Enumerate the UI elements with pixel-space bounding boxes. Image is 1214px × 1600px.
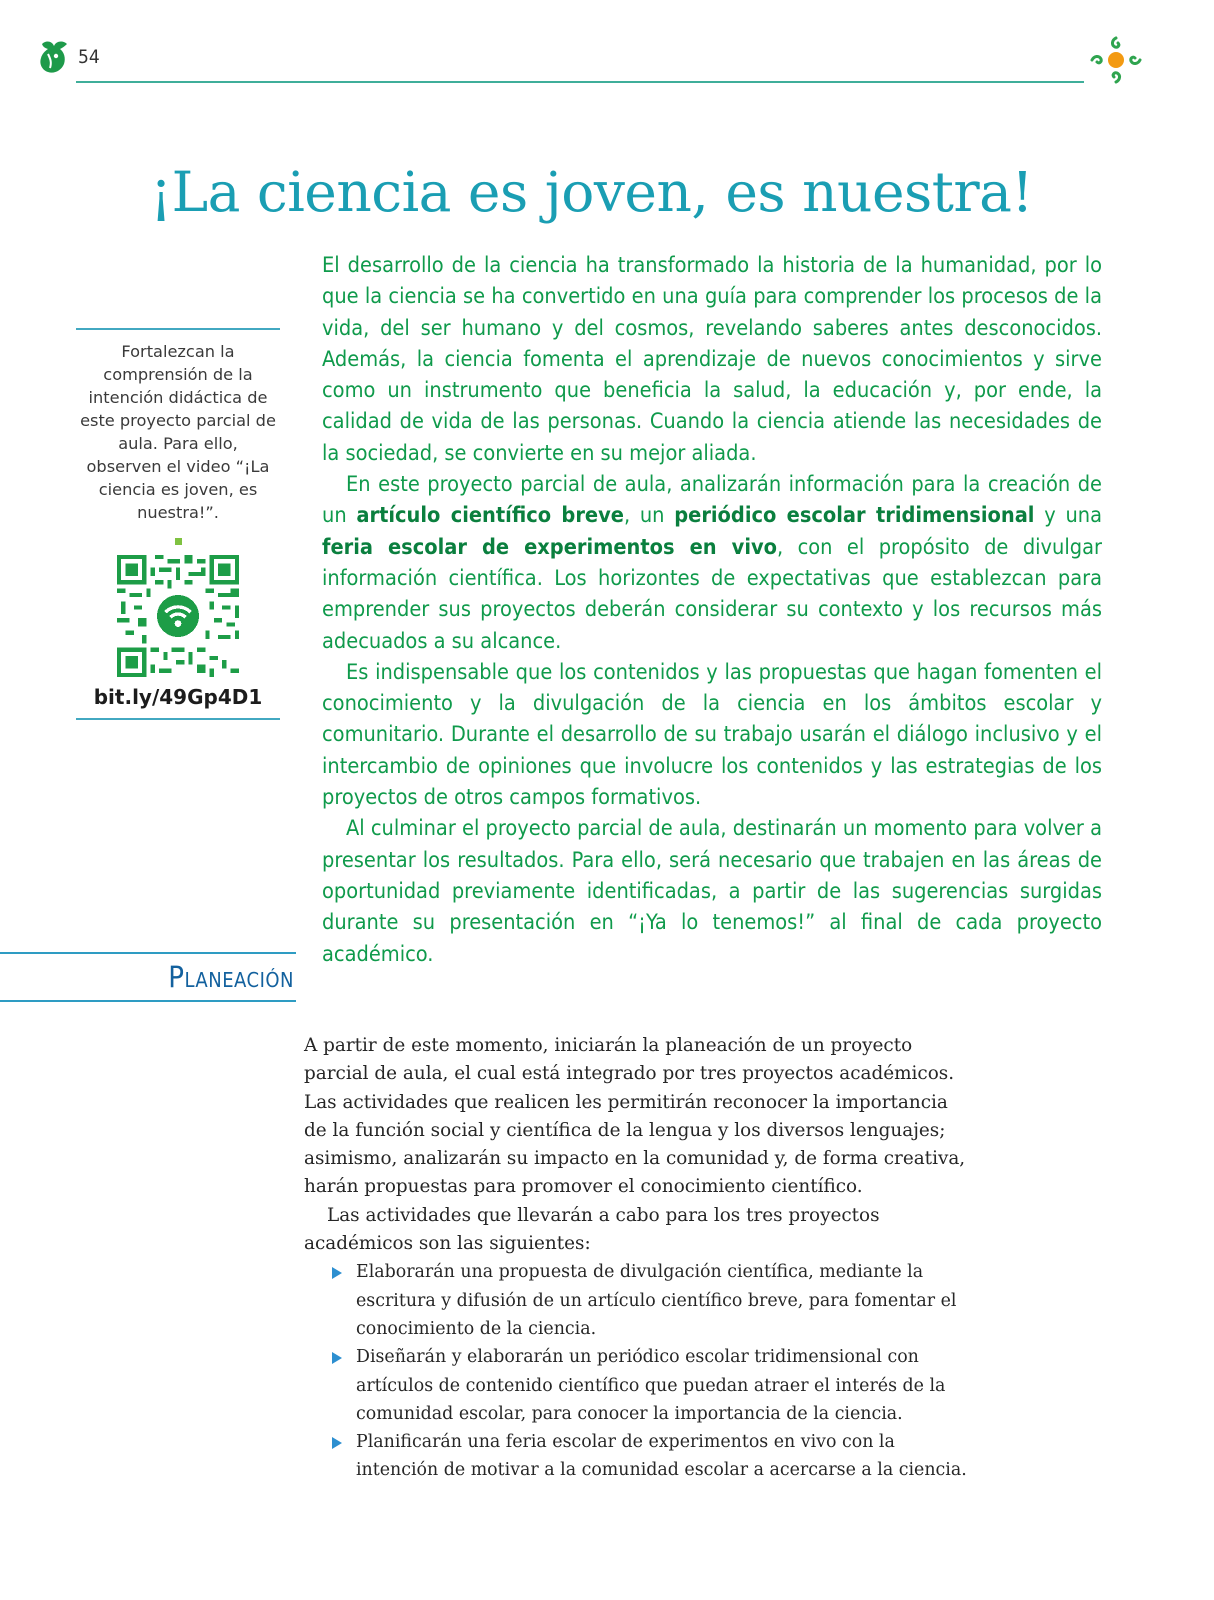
list-item <box>356 1428 974 1485</box>
header-rule <box>76 81 1084 83</box>
list-item-text: Planificarán una feria escolar de experimentos en vivo con la intención de motivar a la comunidad escolar a acercarse a la ciencia. <box>356 1432 967 1481</box>
page-number: 54 <box>78 46 100 68</box>
intro-paragraph-3: Es indispensable que los contenidos y las propuestas que hagan fomenten el conocimiento y la divulgación de la ciencia en los ámbitos escolar y comunitario. Durante el desarrollo de su trabajo usarán el diálogo inclusivo y el intercambio de opiniones que involucre los contenidos y las estrategias de los proyectos de otros campos formativos. <box>322 659 1102 811</box>
planeacion-body <box>304 1032 974 1485</box>
list-item <box>356 1258 974 1343</box>
plan-paragraph-2: Las actividades que llevarán a cabo para los tres proyectos académicos son las siguientes: <box>304 1204 880 1255</box>
sidebar-bottom-rule <box>76 718 280 720</box>
highlight-articulo: artículo científico breve <box>356 503 624 529</box>
video-sidebar <box>76 328 280 720</box>
activity-list <box>304 1258 974 1484</box>
highlight-periodico: periódico escolar tridimensional <box>674 503 1035 529</box>
intro-paragraph-1: El desarrollo de la ciencia ha transformado la historia de la humanidad, por lo que la ciencia se ha convertido en una guía para comprender los procesos de la vida, del ser humano y del cosmos, revelando saberes antes desconocidos. Además, la ciencia fomenta el aprendizaje de nuevos conocimientos y sirve como un instrumento que beneficia la salud, la educación y, por ende, la calidad de vida de las personas. Cuando la ciencia atiende las necesidades de la sociedad, se convierte en su mejor aliada. <box>322 253 1102 466</box>
triangle-bullet-icon <box>332 1437 342 1449</box>
plan-paragraph-1: A partir de este momento, iniciarán la planeación de un proyecto parcial de aula, el cual está integrado por tres proyectos académicos. Las actividades que realicen les permitirán reconocer la importancia de la función social y científica de la lengua y los diversos lenguajes; asimismo, analizarán su impacto en la comunidad y, de forma creativa, harán propuestas para promover el conocimiento científico. <box>304 1035 966 1198</box>
section-bottom-rule <box>0 1000 296 1002</box>
triangle-bullet-icon <box>332 1352 342 1364</box>
green-leaf-figure-icon <box>36 38 70 76</box>
intro-p2-text-c: , un <box>623 503 675 529</box>
highlight-feria: feria escolar de experimentos en vivo <box>322 534 777 560</box>
list-item <box>356 1343 974 1428</box>
video-link[interactable]: bit.ly/49Gp4D1 <box>93 685 263 709</box>
triangle-bullet-icon <box>332 1267 342 1279</box>
sidebar-top-rule <box>76 328 280 330</box>
orange-flower-swirl-icon <box>1088 34 1144 86</box>
qr-code-icon[interactable] <box>117 555 239 677</box>
intro-text <box>322 250 1102 970</box>
page-title: ¡La ciencia es joven, es nuestra! <box>150 160 1034 224</box>
intro-paragraph-4: Al culminar el proyecto parcial de aula, destinarán un momento para volver a presentar los resultados. Para ello, será necesario que trabajen en las áreas de oportunidad previamente identificadas, a partir de las sugerencias surgidas durante su presentación en “¡Ya lo tenemos!” al final de cada proyecto académico. <box>322 816 1102 967</box>
intro-paragraph-2 <box>322 469 1102 657</box>
intro-p2-text-a: En este proyecto parcial de aula, analizarán información para la creación de un <box>322 472 1102 529</box>
intro-p2-text-d: y una <box>1034 503 1102 529</box>
sidebar-bullet <box>175 538 182 545</box>
list-item-text: Elaborarán una propuesta de divulgación científica, mediante la escritura y difusión de un artículo científico breve, para fomentar el conocimiento de la ciencia. <box>356 1262 957 1339</box>
list-item-text: Diseñarán y elaborarán un periódico escolar tridimensional con artículos de contenido científico que puedan atraer el interés de la comunidad escolar, para conocer la importancia de la ciencia. <box>356 1347 946 1424</box>
section-heading: Planeación <box>168 960 294 994</box>
sidebar-text: Fortalezcan la comprensión de la intención didáctica de este proyecto parcial de aula. Para ello, observen el video “¡La ciencia es joven, es nuestra!”. <box>80 342 276 522</box>
section-top-rule <box>0 952 296 954</box>
intro-p2-text-e: , con el propósito de divulgar información científica. Los horizontes de expectativas que establezcan para emprender sus proyectos deberán considerar su contexto y los recursos más adecuados a su alcance. <box>322 534 1102 654</box>
